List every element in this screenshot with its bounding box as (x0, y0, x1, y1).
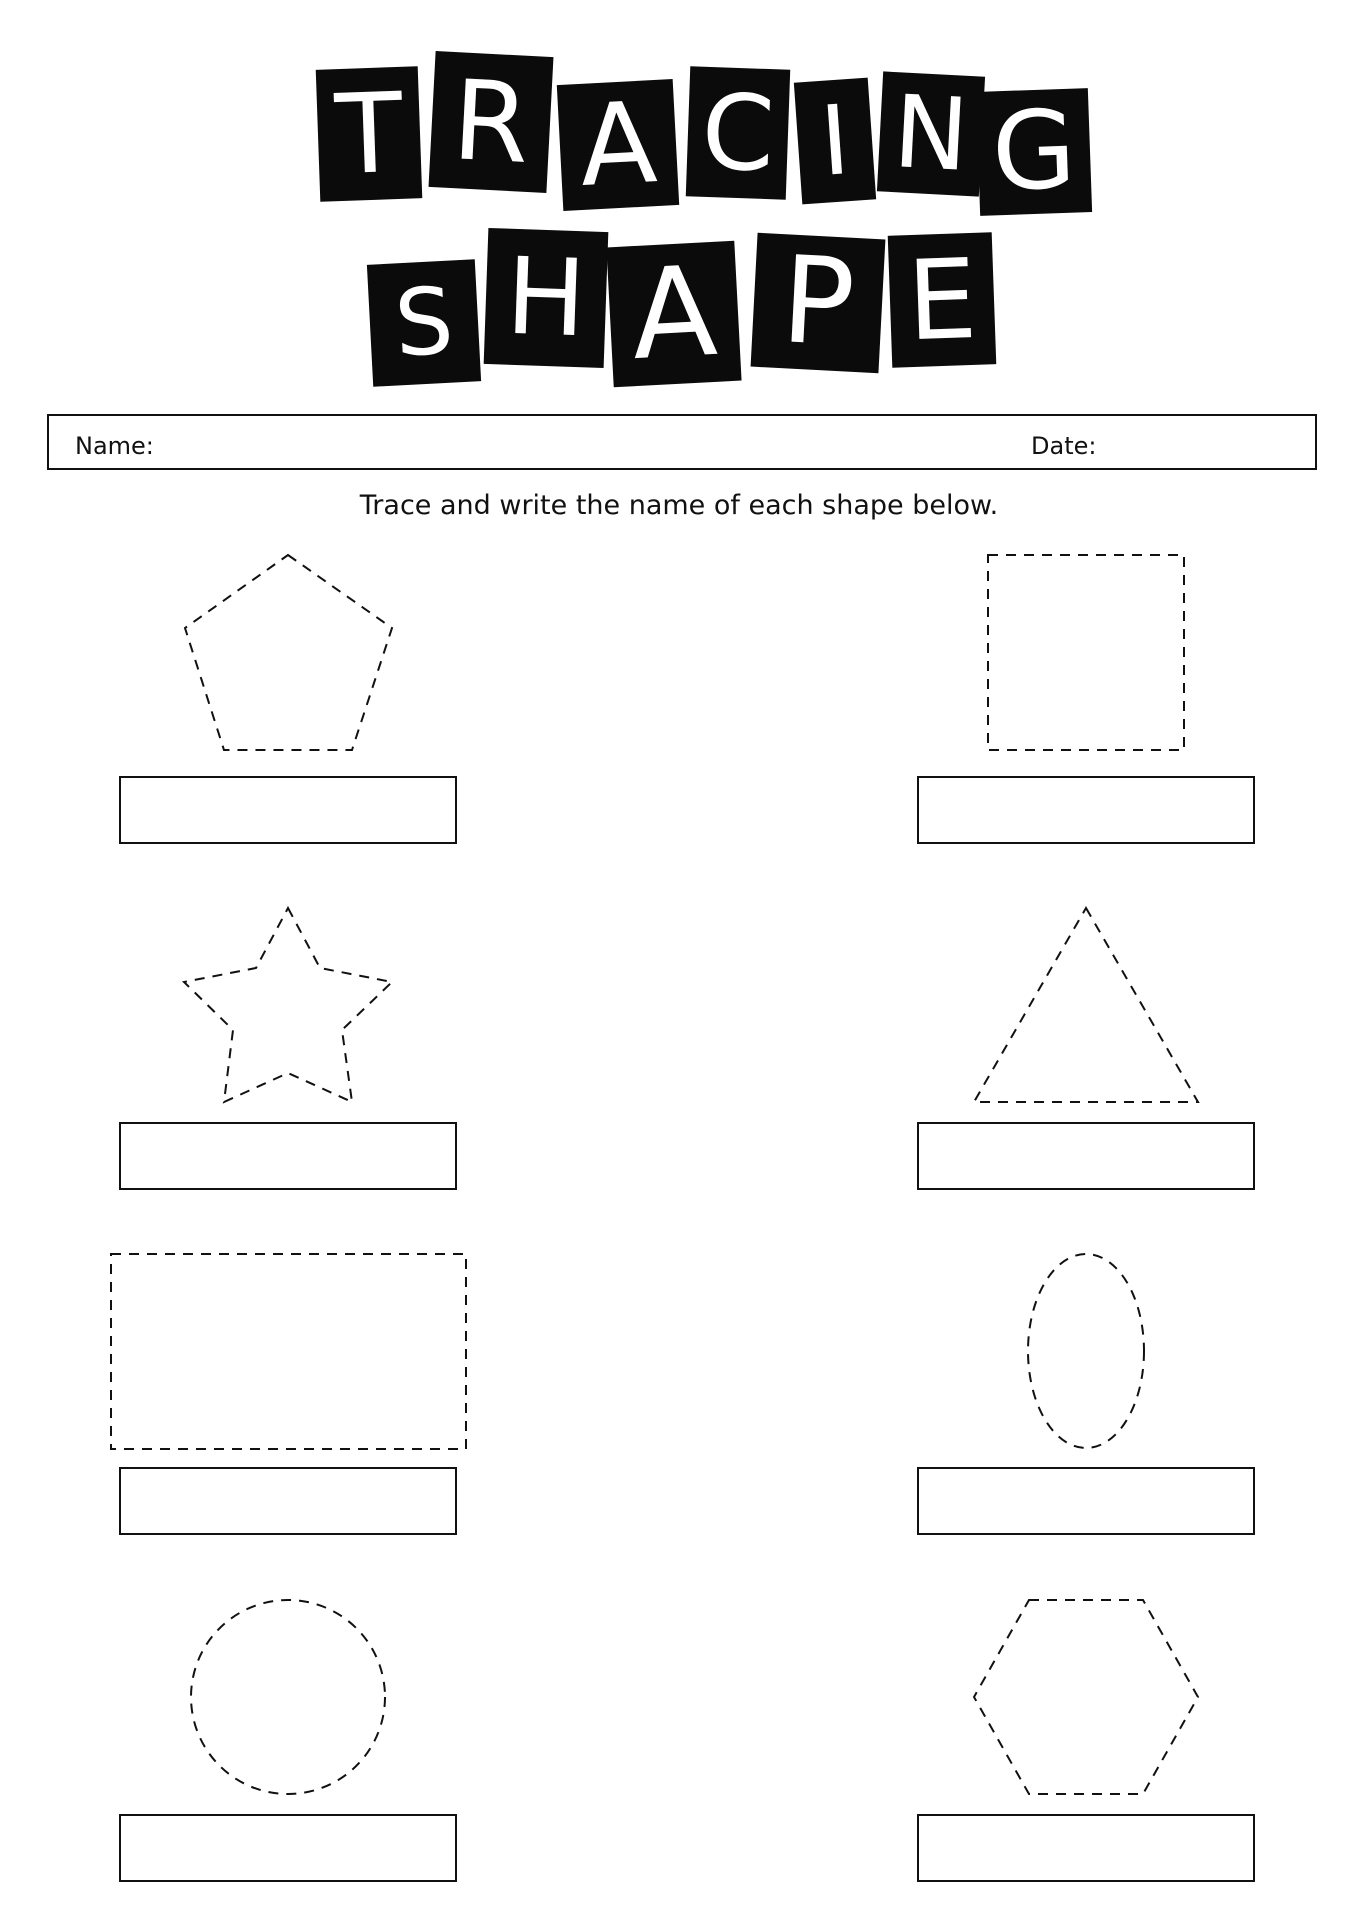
title-tile: T (316, 66, 423, 201)
star-answer-box[interactable] (119, 1122, 457, 1190)
title-tile: E (888, 232, 997, 368)
oval-shape[interactable] (1028, 1254, 1144, 1448)
square-shape[interactable] (988, 555, 1184, 750)
title-tile: A (606, 241, 741, 388)
pentagon-answer-box[interactable] (119, 776, 457, 844)
date-label: Date: (1031, 432, 1097, 460)
rectangle-answer-box[interactable] (119, 1467, 457, 1535)
hexagon-shape[interactable] (974, 1600, 1198, 1794)
hexagon-answer-box[interactable] (917, 1814, 1255, 1882)
title-tile: A (557, 79, 679, 211)
rectangle-shape[interactable] (111, 1254, 466, 1449)
title-tile: R (429, 51, 554, 193)
oval-answer-box[interactable] (917, 1467, 1255, 1535)
name-label: Name: (75, 432, 154, 460)
title-tile: N (877, 71, 985, 196)
square-answer-box[interactable] (917, 776, 1255, 844)
title-tile: C (686, 66, 790, 199)
triangle-answer-box[interactable] (917, 1122, 1255, 1190)
pentagon-shape[interactable] (185, 555, 392, 750)
instruction-text: Trace and write the name of each shape below. (359, 490, 999, 521)
title-tile: S (367, 259, 481, 386)
title-tile: G (976, 88, 1092, 216)
title-tile: I (794, 78, 876, 205)
circle-shape[interactable] (191, 1600, 385, 1794)
title-tile: P (751, 233, 886, 374)
title-tile: H (484, 228, 609, 368)
star-shape[interactable] (184, 908, 392, 1102)
circle-answer-box[interactable] (119, 1814, 457, 1882)
triangle-shape[interactable] (974, 908, 1198, 1102)
